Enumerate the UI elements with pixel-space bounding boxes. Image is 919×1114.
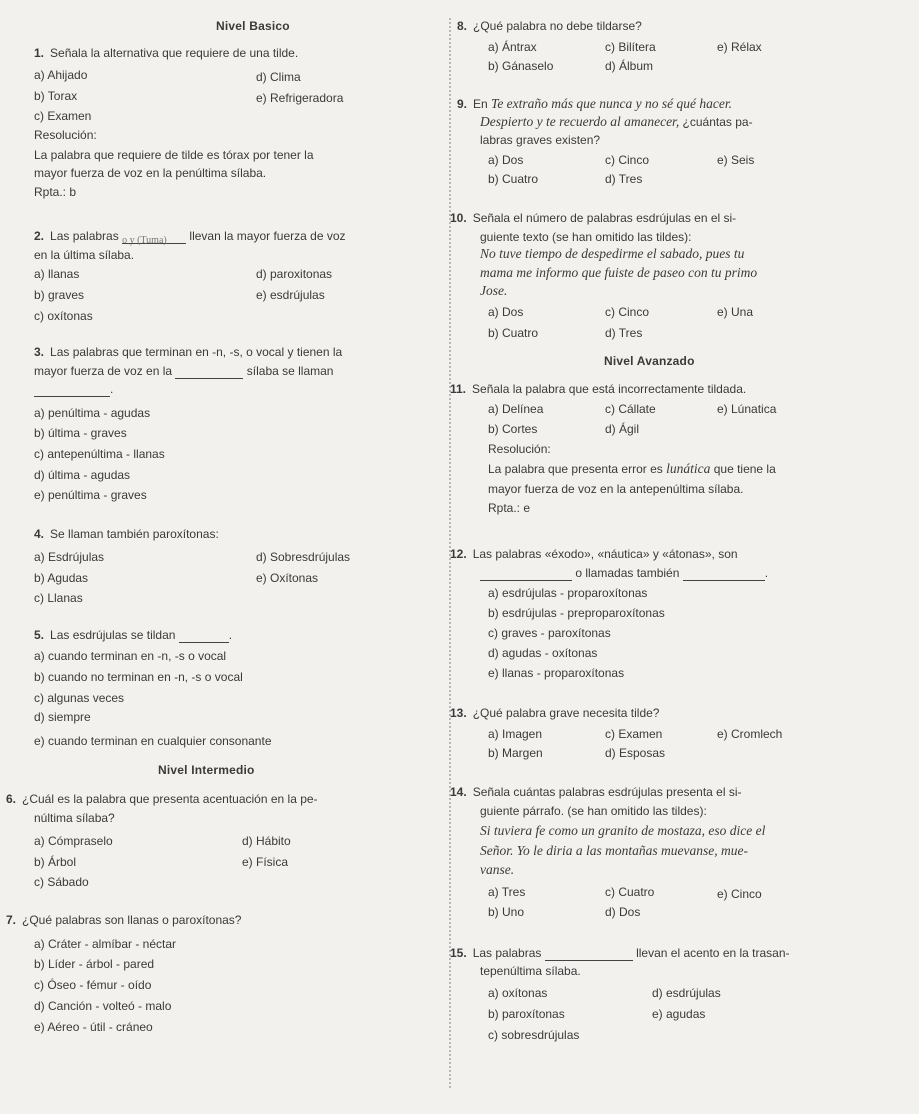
q14-option-d: d) Dos bbox=[605, 905, 641, 919]
q14-italic-3: vanse. bbox=[480, 862, 515, 877]
q8-number: 8. bbox=[457, 19, 468, 33]
q4-text: Se llaman también paroxítonas: bbox=[50, 527, 219, 541]
q12-number: 12. bbox=[450, 547, 467, 561]
q1-text: Señala la alternativa que requiere de una tilde. bbox=[50, 46, 299, 60]
q11-option-c: c) Cállate bbox=[605, 402, 656, 416]
q15-option-b: b) paroxítonas bbox=[488, 1007, 565, 1021]
q2-number: 2. bbox=[34, 229, 45, 243]
q13-text: ¿Qué palabra grave necesita tilde? bbox=[472, 706, 660, 720]
section-title-avanzado: Nivel Avanzado bbox=[604, 354, 695, 368]
q9-text-b: ¿cuántas pa- bbox=[682, 115, 753, 129]
section-title-intermedio: Nivel Intermedio bbox=[158, 763, 255, 777]
q10-option-a: a) Dos bbox=[488, 305, 524, 319]
q6-number: 6. bbox=[6, 792, 17, 806]
q15-line1a: Las palabras bbox=[472, 946, 542, 960]
q15-line2: tepenúltima sílaba. bbox=[480, 964, 581, 978]
q10-option-c: c) Cinco bbox=[605, 305, 650, 319]
q3-line2b: sílaba se llaman bbox=[246, 364, 334, 378]
q13-option-b: b) Margen bbox=[488, 746, 543, 760]
q11-option-e: e) Lúnatica bbox=[717, 402, 777, 416]
q2-blank bbox=[122, 231, 186, 244]
q6-option-c: c) Sábado bbox=[34, 875, 89, 889]
q14-number: 14. bbox=[450, 785, 467, 799]
q2-text-a: Las palabras bbox=[50, 229, 119, 243]
q11-resolution-1a: La palabra que presenta error es bbox=[488, 462, 663, 476]
q1-option-d: d) Clima bbox=[256, 70, 301, 84]
q12-option-e: e) llanas - proparoxítonas bbox=[488, 666, 625, 680]
section-title-basico: Nivel Basico bbox=[216, 19, 290, 33]
q9-italic-1: Te extraño más que nunca y no sé qué hacer. bbox=[491, 96, 733, 111]
q1-number: 1. bbox=[34, 46, 45, 60]
q9-option-a: a) Dos bbox=[488, 153, 524, 167]
q11-number: 11. bbox=[450, 382, 467, 396]
q3-option-b: b) última - graves bbox=[34, 426, 127, 440]
q3-line2a: mayor fuerza de voz en la bbox=[34, 364, 173, 378]
q8-option-c: c) Bilítera bbox=[605, 40, 656, 54]
q2-option-d: d) paroxitonas bbox=[256, 267, 333, 281]
q14-option-b: b) Uno bbox=[488, 905, 525, 919]
q8-option-e: e) Rélax bbox=[717, 40, 762, 54]
q3-option-a: a) penúltima - agudas bbox=[34, 406, 151, 420]
q10-option-b: b) Cuatro bbox=[488, 326, 539, 340]
q6-option-e: e) Física bbox=[242, 855, 289, 869]
q11-answer: Rpta.: e bbox=[488, 501, 531, 515]
q9-text-a: En bbox=[473, 97, 488, 111]
q13-option-a: a) Imagen bbox=[488, 727, 543, 741]
q6-line1: ¿Cuál es la palabra que presenta acentuación en la pe- bbox=[22, 792, 318, 806]
q1-resolution-label: Resolución: bbox=[34, 128, 97, 142]
q1-resolution-line1: La palabra que requiere de tilde es tórax por tener la bbox=[34, 148, 314, 162]
q10-number: 10. bbox=[450, 211, 467, 225]
q4-option-b: b) Agudas bbox=[34, 571, 89, 585]
q10-italic-2: mama me informo que fuiste de paseo con tu primo bbox=[480, 265, 758, 280]
q11-text: Señala la palabra que está incorrectamente tildada. bbox=[472, 382, 747, 396]
q15-option-e: e) agudas bbox=[652, 1007, 706, 1021]
q4-option-c: c) Llanas bbox=[34, 591, 83, 605]
q4-option-d: d) Sobresdrújulas bbox=[256, 550, 351, 564]
q6-option-a: a) Cómpraselo bbox=[34, 834, 113, 848]
q11-resolution-2: mayor fuerza de voz en la antepenúltima sílaba. bbox=[488, 482, 744, 496]
q7-option-b: b) Líder - árbol - pared bbox=[34, 957, 155, 971]
q8-option-d: d) Álbum bbox=[605, 59, 654, 73]
q1-answer: Rpta.: b bbox=[34, 185, 77, 199]
q2-option-e: e) esdrújulas bbox=[256, 288, 325, 302]
q13-option-c: c) Examen bbox=[605, 727, 663, 741]
q9-text-c: labras graves existen? bbox=[480, 133, 601, 147]
q2-text-c: en la última sílaba. bbox=[34, 248, 135, 262]
worksheet-page: Nivel Basico 1. Señala la alternativa que requiere de una tilde. a) Ahijado d) Clima b) Torax e) Refrigeradora c) Examen Resolución: La palabra que requiere de tilde es tórax por tener la mayor fuerza de voz en la penúltima sílaba. Rpta.: b 2. Las palabras o y (Tuma) llevan la mayor fuerza de voz en la última sílaba. a) llanas d) paroxitonas b) graves e) esdrújulas c) oxítonas 3. Las palabras que terminan en -n, -s, o vocal y tienen la mayor fuerza de voz en la sílaba se llaman . a) penúltima - agudas b) última - graves c) antepenúltima - llanas d) última - agudas e) penúltima - graves 4. Se llaman también paroxítonas: a) Esdrújulas d) Sobresdrújulas b) Agudas e) Oxítonas c) Llanas 5. Las esdrújulas se tildan . a) cuando terminan en -n, -s o vocal b) cuando no terminan en -n, -s o vocal c) algunas veces d) siempre e) cuando terminan en cualquier consonante Nivel Intermedio 6. ¿Cuál es la palabra que presenta acentuación en la pe- núltima sílaba? a) Cómpraselo d) Hábito b) Árbol e) Física c) Sábado 7. ¿Qué palabras son llanas o paroxítonas? a) Cráter - almíbar - néctar b) Líder - árbol - pared c) Óseo - fémur - oído d) Canción - volteó - malo e) Aéreo - útil - cráneo 8. ¿Qué palabra no debe tildarse? a) Ántrax c) Bilítera e) Rélax b) Gánaselo d) Álbum 9. En Te extraño más que nunca y no sé qué hacer. Despierto y te recuerdo al amanecer, ¿cuántas pa- labras graves existen? a) Dos c) Cinco e) Seis b) Cuatro d) Tres 10. Señala el número de palabras esdrújulas en el si- guiente texto (se han omitido las tildes): No tuve tiempo de despedirme el sabado, pues tu mama me informo que fuiste de paseo con tu primo Jose. a) Dos c) Cinco e) Una b) Cuatro d) Tres Nivel Avanzado 11. Señala la palabra que está incorrectamente tildada. a) Delínea c) Cállate e) Lúnatica b) Cortes d) Ágil Resolución: La palabra que presenta error es lunática que tiene la mayor fuerza de voz en la antepenúltima sílaba. Rpta.: e 12. Las palabras «éxodo», «náutica» y «átonas», son o llamadas también . a) esdrújulas - proparoxítonas b) esdrújulas - preproparoxítonas c) graves - paroxítonas d) agudas - oxítonas e) llanas - proparoxítonas 13. ¿Qué palabra grave necesita tilde? a) Imagen c) Examen e) Cromlech b) Margen d) Esposas 14. Señala cuántas palabras esdrújulas presenta el si- guiente párrafo. (se han omitido las tildes): Si tuviera fe como un granito de mostaza, eso dice el Señor. Yo le diria a las montañas muevanse, mue- vanse. a) Tres c) Cuatro e) Cinco b) Uno d) Dos 15. Las palabras llevan el acento en la trasan- tepenúltima sílaba. a) oxítonas d) esdrújulas b) paroxítonas e) agudas c) sobresdrújulas bbox=[0, 0, 919, 1114]
q5-option-b: b) cuando no terminan en -n, -s o vocal bbox=[34, 670, 243, 684]
q7-text: ¿Qué palabras son llanas o paroxítonas? bbox=[22, 913, 242, 927]
q9-option-d: d) Tres bbox=[605, 172, 643, 186]
q3-blank-1 bbox=[175, 366, 243, 379]
q10-line1: Señala el número de palabras esdrújulas en el si- bbox=[472, 211, 737, 225]
q10-italic-1: No tuve tiempo de despedirme el sabado, pues tu bbox=[480, 246, 745, 261]
q15-option-a: a) oxítonas bbox=[488, 986, 548, 1000]
q3-option-e: e) penúltima - graves bbox=[34, 488, 147, 502]
q5-blank bbox=[179, 630, 229, 643]
q15-number: 15. bbox=[450, 946, 467, 960]
q7-option-e: e) Aéreo - útil - cráneo bbox=[34, 1020, 153, 1034]
q1-resolution-line2: mayor fuerza de voz en la penúltima sílaba. bbox=[34, 166, 267, 180]
q6-line2: núltima sílaba? bbox=[34, 811, 115, 825]
q3-number: 3. bbox=[34, 345, 45, 359]
q11-option-a: a) Delínea bbox=[488, 402, 544, 416]
q11-resolution-label: Resolución: bbox=[488, 442, 551, 456]
q13-option-e: e) Cromlech bbox=[717, 727, 783, 741]
q6-option-b: b) Árbol bbox=[34, 855, 77, 869]
q12-line1: Las palabras «éxodo», «náutica» y «átonas», son bbox=[472, 547, 738, 561]
q5-option-d: d) siempre bbox=[34, 710, 91, 724]
q13-number: 13. bbox=[450, 706, 467, 720]
q10-italic-3: Jose. bbox=[480, 283, 508, 298]
q8-option-a: a) Ántrax bbox=[488, 40, 537, 54]
q5-option-a: a) cuando terminan en -n, -s o vocal bbox=[34, 649, 227, 663]
q15-option-c: c) sobresdrújulas bbox=[488, 1028, 580, 1042]
q9-italic-2: Despierto y te recuerdo al amanecer, bbox=[480, 114, 680, 129]
q9-option-b: b) Cuatro bbox=[488, 172, 539, 186]
q2-handwritten: o y (Tuma) bbox=[122, 235, 167, 246]
q15-line1b: llevan el acento en la trasan- bbox=[636, 946, 790, 960]
q14-italic-2: Señor. Yo le diria a las montañas muevanse, mue- bbox=[480, 843, 748, 858]
q12-line2a: o llamadas también bbox=[575, 566, 680, 580]
q12-option-b: b) esdrújulas - preproparoxítonas bbox=[488, 606, 665, 620]
q11-resolution-1c: que tiene la bbox=[713, 462, 776, 476]
q12-blank-1 bbox=[480, 568, 572, 581]
q1-option-c: c) Examen bbox=[34, 109, 92, 123]
q14-italic-1: Si tuviera fe como un granito de mostaza, eso dice el bbox=[480, 823, 766, 838]
q7-number: 7. bbox=[6, 913, 17, 927]
q5-option-e: e) cuando terminan en cualquier consonante bbox=[34, 734, 272, 748]
q4-option-e: e) Oxítonas bbox=[256, 571, 319, 585]
q6-option-d: d) Hábito bbox=[242, 834, 291, 848]
q11-option-b: b) Cortes bbox=[488, 422, 538, 436]
q2-option-a: a) llanas bbox=[34, 267, 80, 281]
q11-option-d: d) Ágil bbox=[605, 422, 640, 436]
q5-option-c: c) algunas veces bbox=[34, 691, 125, 705]
q12-blank-2 bbox=[683, 568, 765, 581]
q9-number: 9. bbox=[457, 97, 468, 111]
q9-option-c: c) Cinco bbox=[605, 153, 650, 167]
q3-line1: Las palabras que terminan en -n, -s, o vocal y tienen la bbox=[50, 345, 343, 359]
q11-resolution-1b: lunática bbox=[666, 461, 711, 476]
q14-option-a: a) Tres bbox=[488, 885, 526, 899]
q7-option-c: c) Óseo - fémur - oído bbox=[34, 978, 152, 992]
q13-option-d: d) Esposas bbox=[605, 746, 666, 760]
q3-blank-2 bbox=[34, 384, 110, 397]
q2-option-c: c) oxítonas bbox=[34, 309, 93, 323]
q10-option-e: e) Una bbox=[717, 305, 754, 319]
q4-number: 4. bbox=[34, 527, 45, 541]
q5-text: Las esdrújulas se tildan bbox=[50, 628, 176, 642]
q7-option-a: a) Cráter - almíbar - néctar bbox=[34, 937, 177, 951]
q14-option-c: c) Cuatro bbox=[605, 885, 655, 899]
q8-option-b: b) Gánaselo bbox=[488, 59, 554, 73]
q12-option-c: c) graves - paroxítonas bbox=[488, 626, 611, 640]
q3-option-d: d) última - agudas bbox=[34, 468, 131, 482]
q9-option-e: e) Seis bbox=[717, 153, 755, 167]
q5-number: 5. bbox=[34, 628, 45, 642]
q1-option-e: e) Refrigeradora bbox=[256, 91, 344, 105]
q10-option-d: d) Tres bbox=[605, 326, 643, 340]
q3-option-c: c) antepenúltima - llanas bbox=[34, 447, 165, 461]
q14-line2: guiente párrafo. (se han omitido las tildes): bbox=[480, 804, 707, 818]
q1-option-a: a) Ahijado bbox=[34, 68, 88, 82]
q2-text-b: llevan la mayor fuerza de voz bbox=[189, 229, 346, 243]
q14-option-e: e) Cinco bbox=[717, 887, 762, 901]
q14-line1: Señala cuántas palabras esdrújulas presenta el si- bbox=[472, 785, 742, 799]
q4-option-a: a) Esdrújulas bbox=[34, 550, 105, 564]
q15-option-d: d) esdrújulas bbox=[652, 986, 721, 1000]
q2-option-b: b) graves bbox=[34, 288, 85, 302]
q12-option-d: d) agudas - oxítonas bbox=[488, 646, 598, 660]
q12-option-a: a) esdrújulas - proparoxítonas bbox=[488, 586, 648, 600]
q15-blank bbox=[545, 948, 633, 961]
q10-line2: guiente texto (se han omitido las tildes): bbox=[480, 230, 692, 244]
q7-option-d: d) Canción - volteó - malo bbox=[34, 999, 172, 1013]
q1-option-b: b) Torax bbox=[34, 89, 78, 103]
q8-text: ¿Qué palabra no debe tildarse? bbox=[473, 19, 642, 33]
